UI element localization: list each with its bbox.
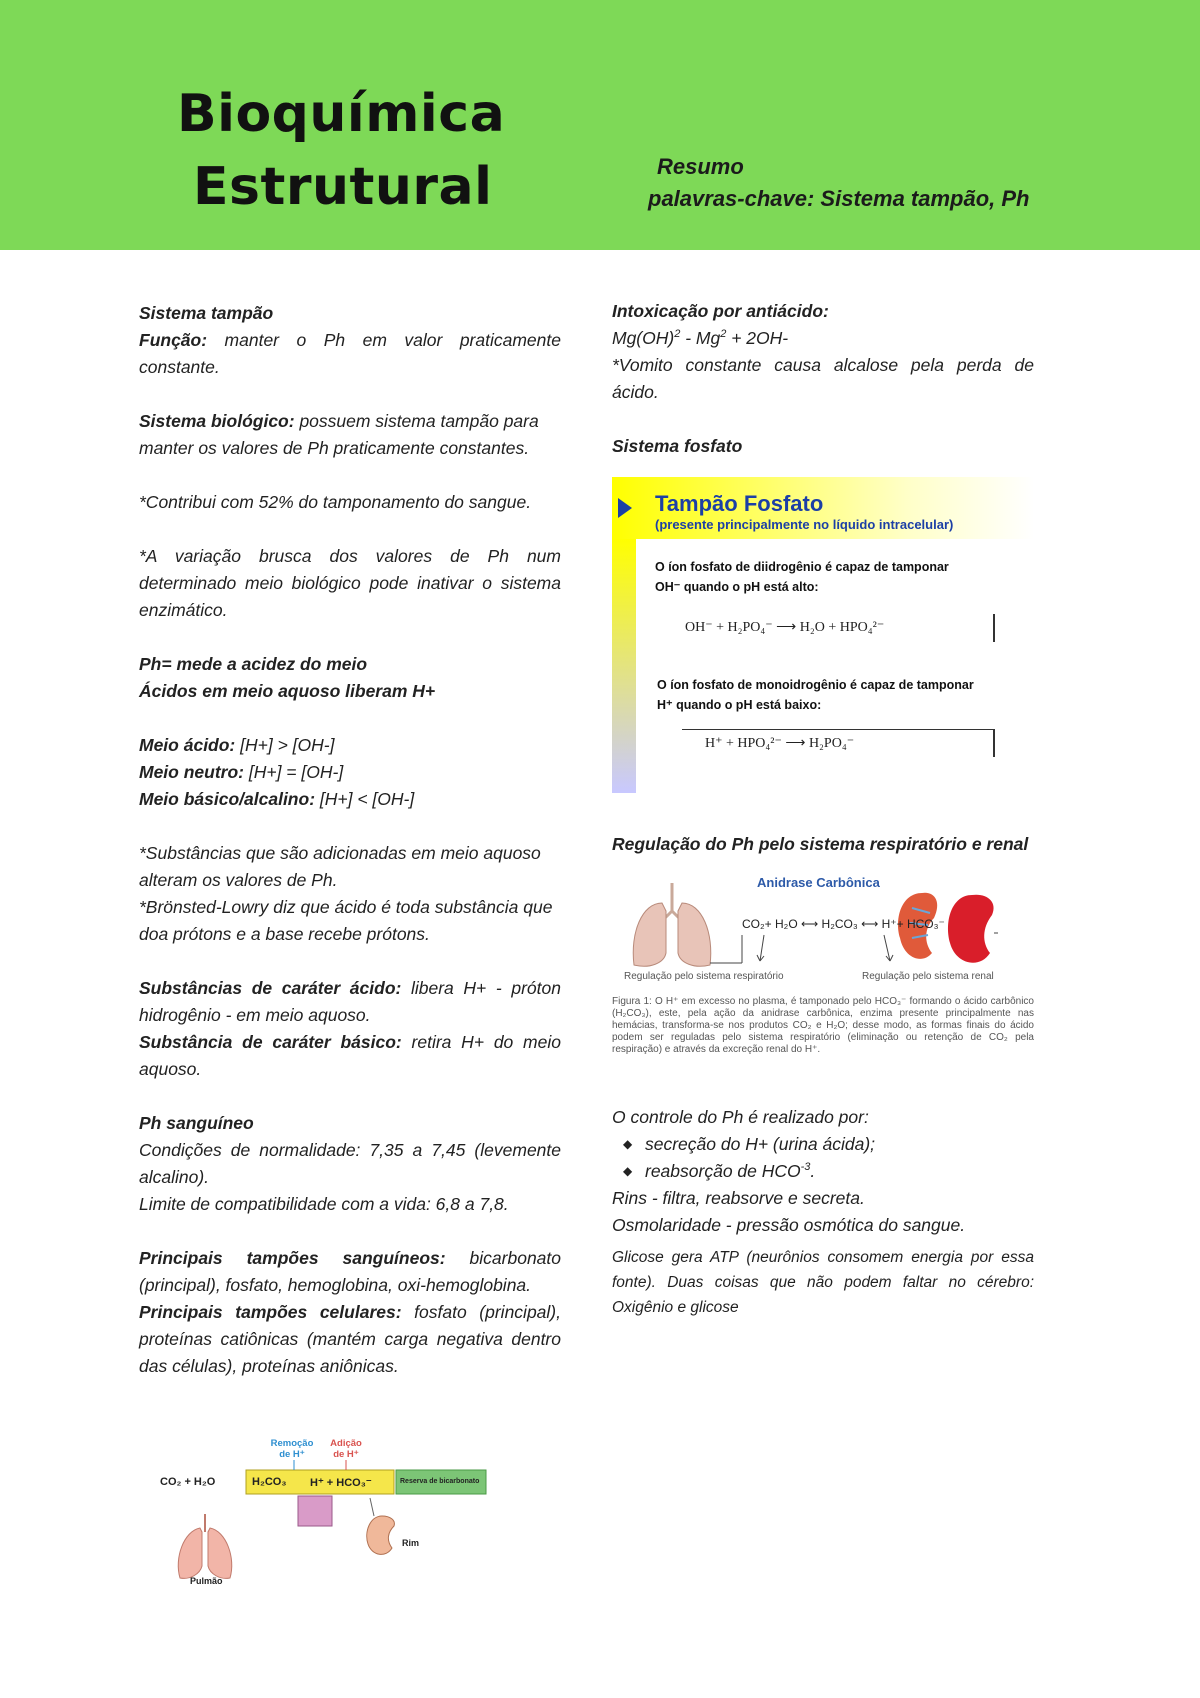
- text-tampoes-sanguineos: bicarbonato (principal), fosfato, hemoglobina, oxi-hemoglobina.: [139, 1248, 562, 1295]
- header-banner: [0, 0, 1200, 250]
- title-line-1: Bioquímica: [177, 84, 506, 144]
- label-carater-acido: Substâncias de caráter ácido:: [139, 978, 402, 998]
- figure-text-1: [655, 557, 949, 597]
- text-meio-neutro: [H+] = [OH-]: [244, 762, 344, 782]
- label-meio-basico: Meio básico/alcalino:: [139, 789, 316, 809]
- paragraph-sistema-biologico: [139, 408, 561, 462]
- label-meio-acido: Meio ácido:: [139, 735, 236, 755]
- line-meio-basico: [139, 786, 561, 813]
- right-column: [612, 298, 1034, 460]
- eq-part-c: + 2OH-: [726, 328, 789, 348]
- lungs-icon: [633, 883, 711, 966]
- label-pulmao: Pulmão: [190, 1576, 223, 1586]
- label-h2co3: H₂CO₃: [252, 1476, 287, 1488]
- label-tampoes-celulares: Principais tampões celulares:: [139, 1302, 402, 1322]
- list-item: [645, 1158, 1034, 1185]
- figure-side-bar: [612, 539, 636, 793]
- section-title-sistema-fosfato: Sistema fosfato: [612, 436, 743, 456]
- figure-text-2-line-1: O íon fosfato de monoidrogênio é capaz de tamponar: [657, 678, 974, 692]
- figure-title: Tampão Fosfato: [655, 491, 824, 516]
- bicarbonato-diagram: [160, 1436, 500, 1586]
- figure-text-2: [657, 675, 974, 715]
- label-respiratorio: Regulação pelo sistema respiratório: [624, 971, 784, 982]
- label-reserva: Reserva de bicarbonato: [400, 1478, 480, 1485]
- paragraph-carater-acido: [139, 975, 561, 1029]
- figure-text-1-line-1: O íon fosfato de diidrogênio é capaz de tamponar: [655, 560, 949, 574]
- play-triangle-icon: [618, 498, 632, 518]
- paragraph-tampoes-sanguineos: [139, 1245, 561, 1299]
- text-meio-basico: [H+] < [OH-]: [315, 789, 415, 809]
- eq-part-a: Mg(OH): [612, 328, 675, 348]
- figure-caption: Figura 1: O H⁺ em excesso no plasma, é tamponado pelo HCO₃⁻ formando o ácido carbônico (H₂CO₃), este, pela ação da anidrase carbônica, enzima presente principalmente nas hemácias, transforma-se nos produtos CO₂ e H₂O; desse modo, as formas finais do ácido podem ser reguladas pelo sistema respiratório (eliminação ou retenção de CO₂ pela respiração) e através da excreção renal do H⁺.: [612, 996, 1034, 1055]
- paragraph-contribui: *Contribui com 52% do tamponamento do sangue.: [139, 492, 532, 512]
- paragraph-osmolaridade: Osmolaridade - pressão osmótica do sangue.: [612, 1215, 966, 1235]
- text-acidos: Ácidos em meio aquoso liberam H+: [139, 681, 436, 701]
- paragraph-controle: O controle do Ph é realizado por:: [612, 1107, 869, 1127]
- figure-text-2-line-2: H⁺ quando o pH está baixo:: [657, 698, 822, 712]
- paragraph-vomito: *Vomito constante causa alcalose pela perda de ácido.: [612, 355, 1034, 402]
- text-tampoes-celulares: fosfato (principal), proteínas catiônicas (mantém carga negativa dentro das células), proteínas aniônicas.: [139, 1302, 561, 1376]
- title-line-2: Estrutural: [193, 157, 493, 217]
- label-rim: Rim: [402, 1538, 420, 1548]
- left-column: [139, 300, 561, 1380]
- text-funcao: manter o Ph em valor praticamente constante.: [139, 330, 561, 377]
- figure-text-1-line-2: OH⁻ quando o pH está alto:: [655, 580, 819, 594]
- figure-subtitle: (presente principalmente no líquido intracelular): [655, 517, 954, 532]
- paragraph-substancias-note: *Substâncias que são adicionadas em meio aquoso alteram os valores de Ph.: [139, 843, 541, 890]
- paragraph-carater-basico: [139, 1029, 561, 1083]
- label-h-hco3: H⁺ + HCO₃⁻: [310, 1477, 372, 1489]
- keywords: palavras-chave: Sistema tampão, Ph: [648, 186, 1030, 211]
- equation-1-divider: [993, 614, 995, 642]
- label-adicao: Adição de H⁺: [330, 1438, 362, 1460]
- eq-sup-1: 2: [674, 328, 681, 341]
- eq-sup-2: 2: [720, 328, 727, 341]
- section-title-intoxicacao: Intoxicação por antiácido:: [612, 301, 829, 321]
- paragraph-funcao: [139, 327, 561, 381]
- figure-equation-2: H⁺ + HPO₄²⁻ ⟶ H₂PO₄⁻: [705, 736, 855, 751]
- bullet-list: [612, 1131, 1034, 1185]
- figure-regulacao-ph: [612, 873, 1034, 1053]
- bullet2-sup: -3: [800, 1161, 811, 1174]
- subtitle: Resumo: [657, 154, 744, 179]
- label-co2-h2o: CO₂ + H₂O: [160, 1476, 216, 1488]
- text-meio-acido: [H+] > [OH-]: [235, 735, 335, 755]
- bullet2-text: reabsorção de HCO: [645, 1161, 801, 1181]
- eq-part-b: - Mg: [680, 328, 721, 348]
- line-meio-acido: [139, 732, 561, 759]
- text-carater-acido: libera H+ - próton hidrogênio - em meio aquoso.: [139, 978, 561, 1025]
- label-meio-neutro: Meio neutro:: [139, 762, 244, 782]
- paragraph-variacao: *A variação brusca dos valores de Ph num determinado meio biológico pode inativar o sistema enzimático.: [139, 546, 561, 620]
- right-column-lower: [612, 1104, 1034, 1320]
- line-meio-neutro: [139, 759, 561, 786]
- paragraph-limite: Limite de compatibilidade com a vida: 6,8 a 7,8.: [139, 1194, 509, 1214]
- text-sistema-biologico: possuem sistema tampão para manter os valores de Ph praticamente constantes.: [139, 411, 539, 458]
- section-title-sistema-tampao: Sistema tampão: [139, 303, 274, 323]
- figure-bicarbonato: [160, 1436, 500, 1586]
- equation-2-topline: [682, 729, 994, 730]
- paragraph-glicose: Glicose gera ATP (neurônios consomem energia por essa fonte). Duas coisas que não podem faltar no cérebro: Oxigênio e glicose: [612, 1249, 1034, 1316]
- paragraph-normalidade: Condições de normalidade: 7,35 a 7,45 (levemente alcalino).: [139, 1140, 561, 1187]
- text-ph-mede: Ph= mede a acidez do meio: [139, 654, 368, 674]
- label-funcao: Função:: [139, 330, 208, 350]
- regulacao-title-block: [612, 831, 1052, 858]
- paragraph-bronsted: *Brönsted-Lowry diz que ácido é toda substância que doa prótons e a base recebe prótons.: [139, 897, 553, 944]
- equation-2-divider: [993, 729, 995, 757]
- figure-title-anidrase: Anidrase Carbônica: [757, 875, 880, 890]
- label-sistema-biologico: Sistema biológico:: [139, 411, 295, 431]
- bullet2-end: .: [810, 1161, 816, 1181]
- kidney-small-icon: [367, 1498, 395, 1554]
- label-renal: Regulação pelo sistema renal: [862, 971, 994, 982]
- paragraph-rins: Rins - filtra, reabsorve e secreta.: [612, 1188, 865, 1208]
- label-remocao: Remoção de H⁺: [270, 1438, 314, 1460]
- equation-intoxicacao: [612, 325, 1034, 352]
- figure-tampao-fosfato: [612, 477, 1034, 793]
- paragraph-tampoes-celulares: [139, 1299, 561, 1380]
- section-title-ph-sanguineo: Ph sanguíneo: [139, 1113, 254, 1133]
- label-tampoes-sanguineos: Principais tampões sanguíneos:: [139, 1248, 446, 1268]
- list-item: ◆ secreção do H+ (urina ácida);: [645, 1131, 1034, 1158]
- figure-equation-1: OH⁻ + H₂PO₄⁻ ⟶ H₂O + HPO₄²⁻: [685, 620, 885, 635]
- text-carater-basico: retira H+ do meio aquoso.: [139, 1032, 561, 1079]
- lung-icon: [178, 1514, 232, 1578]
- label-carater-basico: Substância de caráter básico:: [139, 1032, 402, 1052]
- section-title-regulacao: Regulação do Ph pelo sistema respiratório e renal: [612, 834, 1029, 854]
- figure-equation-anidrase: CO₂+ H₂O ⟷ H₂CO₃ ⟷ H⁺+ HCO₃⁻: [742, 917, 945, 931]
